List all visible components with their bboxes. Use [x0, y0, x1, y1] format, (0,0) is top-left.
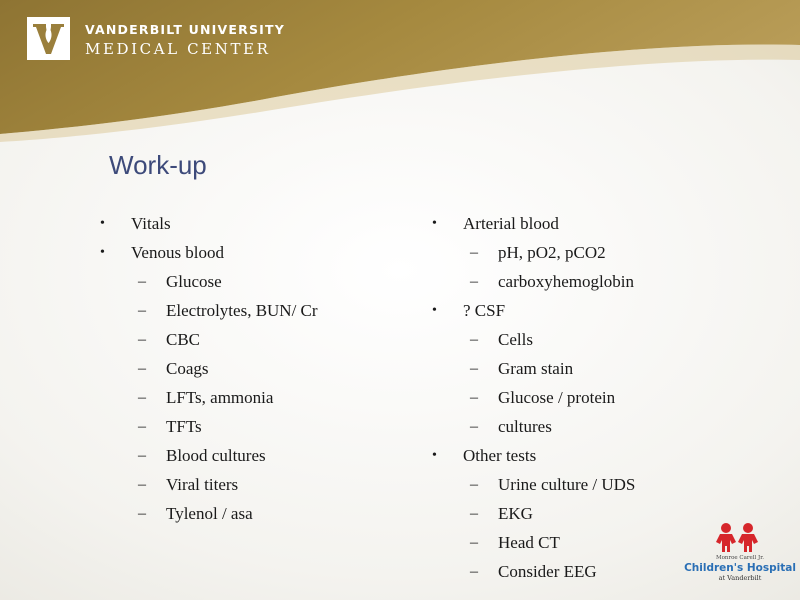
bullet-text: Blood cultures — [166, 446, 266, 465]
bullet-dash-icon: – — [470, 360, 478, 377]
brand-name-line2: MEDICAL CENTER — [85, 40, 271, 58]
bullet-dash-icon: – — [470, 244, 478, 261]
bullet-dot-icon: • — [432, 216, 437, 231]
bullet-text: Coags — [166, 359, 209, 378]
bullet-dash-icon: – — [138, 360, 146, 377]
bullet-dash-icon: – — [470, 563, 478, 580]
bullet-text: ? CSF — [463, 301, 506, 320]
bullet-text: Electrolytes, BUN/ Cr — [166, 301, 318, 320]
sub-bullet-item — [100, 299, 410, 328]
sub-bullet-item — [100, 444, 410, 473]
bullet-dot-icon: • — [432, 448, 437, 463]
bullet-dash-icon: – — [138, 273, 146, 290]
sub-bullet-item — [432, 357, 732, 386]
bullet-item — [432, 212, 732, 241]
sub-bullet-item — [432, 241, 732, 270]
bullet-text: Other tests — [463, 446, 537, 465]
sub-bullet-item — [432, 328, 732, 357]
sub-bullet-item — [100, 386, 410, 415]
bullet-text: TFTs — [166, 417, 202, 436]
bullet-dash-icon: – — [470, 418, 478, 435]
header-band — [0, 0, 800, 150]
sub-bullet-item — [100, 328, 410, 357]
bullet-text: Arterial blood — [463, 214, 559, 233]
bullet-dash-icon: – — [138, 389, 146, 406]
bullet-text: cultures — [498, 417, 552, 436]
left-bullet-column — [100, 212, 410, 531]
bullet-text: carboxyhemoglobin — [498, 272, 634, 291]
bullet-dash-icon: – — [470, 476, 478, 493]
bullet-text: Viral titers — [166, 475, 239, 494]
bullet-dash-icon: – — [470, 505, 478, 522]
sub-bullet-item — [432, 386, 732, 415]
bullet-text: Glucose — [166, 272, 222, 291]
brand-name-line1: VANDERBILT UNIVERSITY — [85, 22, 285, 37]
bullet-text: Head CT — [498, 533, 560, 552]
bullet-text: Glucose / protein — [498, 388, 616, 407]
sub-bullet-item — [100, 357, 410, 386]
children-figures-icon — [716, 523, 758, 552]
bullet-dash-icon: – — [470, 534, 478, 551]
sub-bullet-item — [100, 415, 410, 444]
bullet-text: Tylenol / asa — [166, 504, 253, 523]
oak-leaf-v-icon — [27, 17, 70, 60]
childrens-hospital-logo-graphic — [684, 520, 796, 584]
slide-title: Work-up — [109, 150, 207, 180]
bullet-dash-icon: – — [138, 302, 146, 319]
bullet-dash-icon: – — [470, 331, 478, 348]
sub-bullet-item — [432, 502, 732, 531]
bullet-dash-icon: – — [138, 447, 146, 464]
bullet-text: pH, pO2, pCO2 — [498, 243, 606, 262]
bullet-dash-icon: – — [470, 273, 478, 290]
bullet-dot-icon: • — [100, 216, 105, 231]
bullet-dash-icon: – — [470, 389, 478, 406]
childrens-hospital-logo — [684, 520, 796, 584]
bullet-item — [100, 241, 410, 270]
right-bullet-column — [432, 212, 732, 589]
bullet-text: Venous blood — [131, 243, 225, 262]
bullet-text: Vitals — [131, 214, 171, 233]
sub-bullet-item — [432, 270, 732, 299]
bullet-text: LFTs, ammonia — [166, 388, 274, 407]
bullet-dash-icon: – — [138, 476, 146, 493]
bullet-dot-icon: • — [100, 245, 105, 260]
bullet-item — [100, 212, 410, 241]
bullet-text: Gram stain — [498, 359, 574, 378]
bullet-dot-icon: • — [432, 303, 437, 318]
logo-line3: at Vanderbilt — [718, 574, 762, 582]
sub-bullet-item — [100, 473, 410, 502]
bullet-item — [432, 299, 732, 328]
logo-line1: Monroe Carell Jr. — [715, 555, 765, 561]
vanderbilt-logo — [27, 17, 70, 60]
bullet-text: Cells — [498, 330, 533, 349]
bullet-text: Consider EEG — [498, 562, 597, 581]
sub-bullet-item — [432, 415, 732, 444]
sub-bullet-item — [432, 473, 732, 502]
bullet-text: CBC — [166, 330, 201, 349]
bullet-dash-icon: – — [138, 418, 146, 435]
sub-bullet-item — [100, 502, 410, 531]
logo-line2: Children's Hospital — [684, 562, 796, 574]
bullet-dash-icon: – — [138, 331, 146, 348]
bullet-text: Urine culture / UDS — [498, 475, 636, 494]
bullet-item — [432, 444, 732, 473]
bullet-text: EKG — [498, 504, 533, 523]
bullet-dash-icon: – — [138, 505, 146, 522]
sub-bullet-item — [432, 531, 732, 560]
sub-bullet-item — [100, 270, 410, 299]
